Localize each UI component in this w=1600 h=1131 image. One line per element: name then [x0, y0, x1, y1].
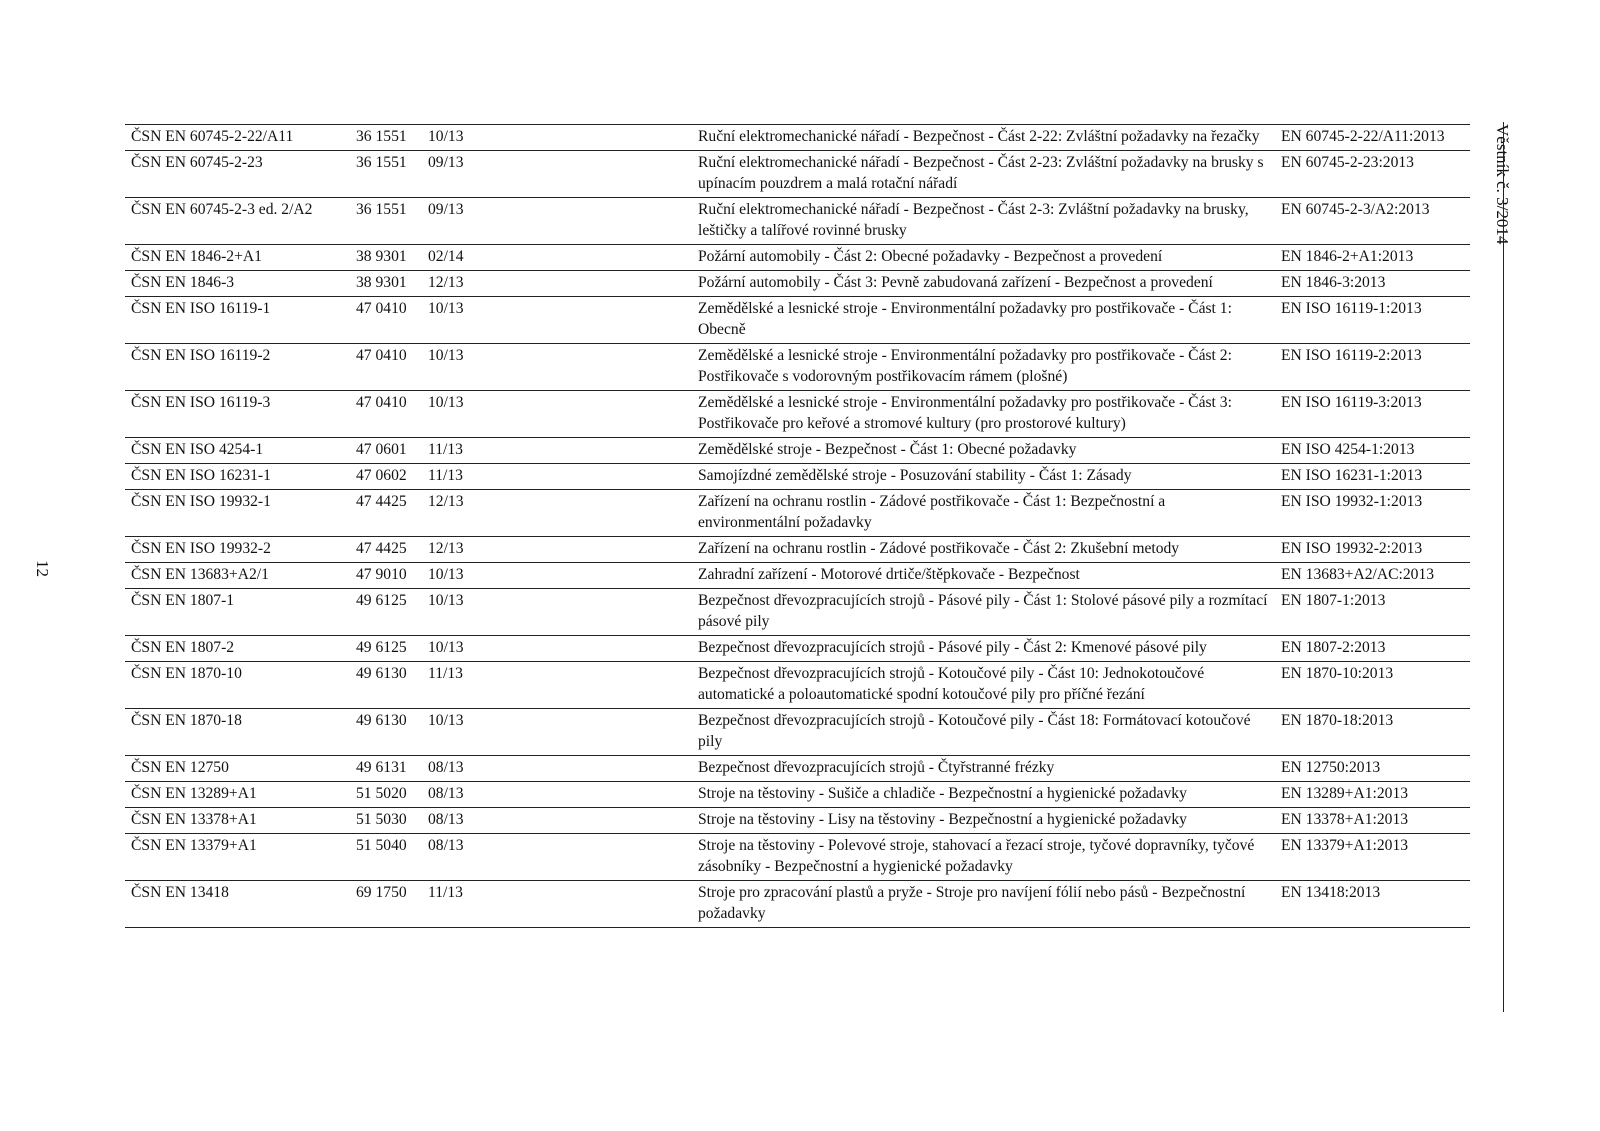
csn-designation-cell: ČSN EN 1807-2	[125, 636, 350, 662]
classification-code-cell: 49 6130	[350, 709, 422, 756]
standard-title-cell: Zařízení na ochranu rostlin - Zádové postřikovače - Část 2: Zkušební metody	[692, 537, 1275, 563]
en-reference-cell: EN 13418:2013	[1275, 881, 1470, 928]
standard-title-cell: Zemědělské a lesnické stroje - Environmentální požadavky pro postřikovače - Část 1: Obecně	[692, 297, 1275, 344]
classification-code-cell: 49 6125	[350, 636, 422, 662]
table-row	[125, 782, 1470, 808]
issue-date-cell: 11/13	[422, 464, 692, 490]
issue-date-cell: 10/13	[422, 391, 692, 438]
standard-title-cell: Stroje na těstoviny - Polevové stroje, stahovací a řezací stroje, tyčové dopravníky, tyčové zásobníky - Bezpečnostní a hygienické požadavky	[692, 834, 1275, 881]
classification-code-cell: 47 0410	[350, 297, 422, 344]
classification-code-cell: 38 9301	[350, 271, 422, 297]
standard-title-cell: Zemědělské a lesnické stroje - Environmentální požadavky pro postřikovače - Část 2: Postřikovače s vodorovným postřikovacím rámem (plošné)	[692, 344, 1275, 391]
issue-date-cell: 11/13	[422, 662, 692, 709]
table-row	[125, 245, 1470, 271]
csn-designation-cell: ČSN EN 13418	[125, 881, 350, 928]
standard-title-cell: Ruční elektromechanické nářadí - Bezpečnost - Část 2-3: Zvláštní požadavky na brusky, leštičky a talířové rovinné brusky	[692, 198, 1275, 245]
en-reference-cell: EN ISO 16119-1:2013	[1275, 297, 1470, 344]
table-row	[125, 198, 1470, 245]
table-row	[125, 537, 1470, 563]
issue-date-cell: 08/13	[422, 808, 692, 834]
issue-date-cell: 10/13	[422, 297, 692, 344]
issue-date-cell: 08/13	[422, 756, 692, 782]
en-reference-cell: EN 12750:2013	[1275, 756, 1470, 782]
table-row	[125, 490, 1470, 537]
table-row	[125, 834, 1470, 881]
table-row	[125, 438, 1470, 464]
classification-code-cell: 51 5020	[350, 782, 422, 808]
issue-date-cell: 12/13	[422, 537, 692, 563]
issue-date-cell: 11/13	[422, 881, 692, 928]
classification-code-cell: 49 6130	[350, 662, 422, 709]
table-row	[125, 297, 1470, 344]
en-reference-cell: EN ISO 16119-2:2013	[1275, 344, 1470, 391]
table-row	[125, 464, 1470, 490]
issue-date-cell: 10/13	[422, 636, 692, 662]
table-row	[125, 563, 1470, 589]
classification-code-cell: 36 1551	[350, 125, 422, 151]
csn-designation-cell: ČSN EN 1807-1	[125, 589, 350, 636]
issue-date-cell: 11/13	[422, 438, 692, 464]
csn-designation-cell: ČSN EN 1870-10	[125, 662, 350, 709]
en-reference-cell: EN 1807-1:2013	[1275, 589, 1470, 636]
table-row	[125, 151, 1470, 198]
csn-designation-cell: ČSN EN ISO 19932-1	[125, 490, 350, 537]
csn-designation-cell: ČSN EN 1846-3	[125, 271, 350, 297]
standard-title-cell: Stroje na těstoviny - Lisy na těstoviny - Bezpečnostní a hygienické požadavky	[692, 808, 1275, 834]
csn-designation-cell: ČSN EN 60745-2-22/A11	[125, 125, 350, 151]
issue-date-cell: 10/13	[422, 344, 692, 391]
csn-designation-cell: ČSN EN ISO 16119-1	[125, 297, 350, 344]
classification-code-cell: 47 9010	[350, 563, 422, 589]
classification-code-cell: 36 1551	[350, 151, 422, 198]
running-head: Věstník č. 3/2014	[1493, 124, 1512, 245]
standard-title-cell: Stroje na těstoviny - Sušiče a chladiče - Bezpečnostní a hygienické požadavky	[692, 782, 1275, 808]
issue-date-cell: 08/13	[422, 782, 692, 808]
table-row	[125, 344, 1470, 391]
csn-designation-cell: ČSN EN 13289+A1	[125, 782, 350, 808]
csn-designation-cell: ČSN EN ISO 16119-2	[125, 344, 350, 391]
standard-title-cell: Zemědělské stroje - Bezpečnost - Část 1: Obecné požadavky	[692, 438, 1275, 464]
classification-code-cell: 36 1551	[350, 198, 422, 245]
en-reference-cell: EN 1870-18:2013	[1275, 709, 1470, 756]
classification-code-cell: 69 1750	[350, 881, 422, 928]
en-reference-cell: EN 1846-2+A1:2013	[1275, 245, 1470, 271]
issue-date-cell: 10/13	[422, 125, 692, 151]
csn-designation-cell: ČSN EN 13378+A1	[125, 808, 350, 834]
en-reference-cell: EN ISO 4254-1:2013	[1275, 438, 1470, 464]
csn-designation-cell: ČSN EN ISO 16231-1	[125, 464, 350, 490]
standards-table	[125, 124, 1470, 928]
standard-title-cell: Zahradní zařízení - Motorové drtiče/štěpkovače - Bezpečnost	[692, 563, 1275, 589]
en-reference-cell: EN 1807-2:2013	[1275, 636, 1470, 662]
standard-title-cell: Ruční elektromechanické nářadí - Bezpečnost - Část 2-23: Zvláštní požadavky na brusky s upínacím pouzdrem a malá rotační nářadí	[692, 151, 1275, 198]
table-row	[125, 709, 1470, 756]
classification-code-cell: 47 4425	[350, 537, 422, 563]
issue-date-cell: 09/13	[422, 198, 692, 245]
csn-designation-cell: ČSN EN 60745-2-3 ed. 2/A2	[125, 198, 350, 245]
standard-title-cell: Samojízdné zemědělské stroje - Posuzování stability - Část 1: Zásady	[692, 464, 1275, 490]
classification-code-cell: 49 6125	[350, 589, 422, 636]
table-row	[125, 125, 1470, 151]
en-reference-cell: EN 60745-2-23:2013	[1275, 151, 1470, 198]
en-reference-cell: EN 13683+A2/AC:2013	[1275, 563, 1470, 589]
en-reference-cell: EN 13289+A1:2013	[1275, 782, 1470, 808]
issue-date-cell: 10/13	[422, 589, 692, 636]
standard-title-cell: Požární automobily - Část 2: Obecné požadavky - Bezpečnost a provedení	[692, 245, 1275, 271]
en-reference-cell: EN 60745-2-3/A2:2013	[1275, 198, 1470, 245]
standard-title-cell: Bezpečnost dřevozpracujících strojů - Pásové pily - Část 1: Stolové pásové pily a rozmítací pásové pily	[692, 589, 1275, 636]
issue-date-cell: 12/13	[422, 490, 692, 537]
classification-code-cell: 49 6131	[350, 756, 422, 782]
en-reference-cell: EN 1846-3:2013	[1275, 271, 1470, 297]
classification-code-cell: 47 0601	[350, 438, 422, 464]
classification-code-cell: 47 0410	[350, 391, 422, 438]
standard-title-cell: Bezpečnost dřevozpracujících strojů - Kotoučové pily - Část 10: Jednokotoučové automatické a poloautomatické spodní kotoučové pily pro příčné řezání	[692, 662, 1275, 709]
standard-title-cell: Požární automobily - Část 3: Pevně zabudovaná zařízení - Bezpečnost a provedení	[692, 271, 1275, 297]
en-reference-cell: EN ISO 16231-1:2013	[1275, 464, 1470, 490]
table-row	[125, 636, 1470, 662]
classification-code-cell: 47 0410	[350, 344, 422, 391]
en-reference-cell: EN 13378+A1:2013	[1275, 808, 1470, 834]
standard-title-cell: Bezpečnost dřevozpracujících strojů - Kotoučové pily - Část 18: Formátovací kotoučové pily	[692, 709, 1275, 756]
classification-code-cell: 38 9301	[350, 245, 422, 271]
en-reference-cell: EN ISO 19932-1:2013	[1275, 490, 1470, 537]
csn-designation-cell: ČSN EN 1846-2+A1	[125, 245, 350, 271]
csn-designation-cell: ČSN EN 13683+A2/1	[125, 563, 350, 589]
standard-title-cell: Ruční elektromechanické nářadí - Bezpečnost - Část 2-22: Zvláštní požadavky na řezačky	[692, 125, 1275, 151]
table-row	[125, 808, 1470, 834]
table-row	[125, 589, 1470, 636]
table-row	[125, 756, 1470, 782]
csn-designation-cell: ČSN EN ISO 19932-2	[125, 537, 350, 563]
standard-title-cell: Bezpečnost dřevozpracujících strojů - Čtyřstranné frézky	[692, 756, 1275, 782]
csn-designation-cell: ČSN EN ISO 16119-3	[125, 391, 350, 438]
table-row	[125, 271, 1470, 297]
en-reference-cell: EN ISO 19932-2:2013	[1275, 537, 1470, 563]
standard-title-cell: Zařízení na ochranu rostlin - Zádové postřikovače - Část 1: Bezpečnostní a environmentální požadavky	[692, 490, 1275, 537]
page-number: 12	[33, 560, 52, 577]
csn-designation-cell: ČSN EN 60745-2-23	[125, 151, 350, 198]
margin-rule	[1503, 122, 1504, 1012]
issue-date-cell: 09/13	[422, 151, 692, 198]
classification-code-cell: 47 0602	[350, 464, 422, 490]
standard-title-cell: Bezpečnost dřevozpracujících strojů - Pásové pily - Část 2: Kmenové pásové pily	[692, 636, 1275, 662]
issue-date-cell: 10/13	[422, 563, 692, 589]
classification-code-cell: 47 4425	[350, 490, 422, 537]
classification-code-cell: 51 5040	[350, 834, 422, 881]
issue-date-cell: 12/13	[422, 271, 692, 297]
en-reference-cell: EN ISO 16119-3:2013	[1275, 391, 1470, 438]
issue-date-cell: 10/13	[422, 709, 692, 756]
standard-title-cell: Stroje pro zpracování plastů a pryže - Stroje pro navíjení fólií nebo pásů - Bezpečnostní požadavky	[692, 881, 1275, 928]
classification-code-cell: 51 5030	[350, 808, 422, 834]
en-reference-cell: EN 60745-2-22/A11:2013	[1275, 125, 1470, 151]
csn-designation-cell: ČSN EN 13379+A1	[125, 834, 350, 881]
csn-designation-cell: ČSN EN 12750	[125, 756, 350, 782]
en-reference-cell: EN 1870-10:2013	[1275, 662, 1470, 709]
csn-designation-cell: ČSN EN ISO 4254-1	[125, 438, 350, 464]
table-row	[125, 881, 1470, 928]
table-row	[125, 391, 1470, 438]
standard-title-cell: Zemědělské a lesnické stroje - Environmentální požadavky pro postřikovače - Část 3: Postřikovače pro keřové a stromové kultury (pro prostorové kultury)	[692, 391, 1275, 438]
csn-designation-cell: ČSN EN 1870-18	[125, 709, 350, 756]
table-row	[125, 662, 1470, 709]
issue-date-cell: 08/13	[422, 834, 692, 881]
en-reference-cell: EN 13379+A1:2013	[1275, 834, 1470, 881]
issue-date-cell: 02/14	[422, 245, 692, 271]
